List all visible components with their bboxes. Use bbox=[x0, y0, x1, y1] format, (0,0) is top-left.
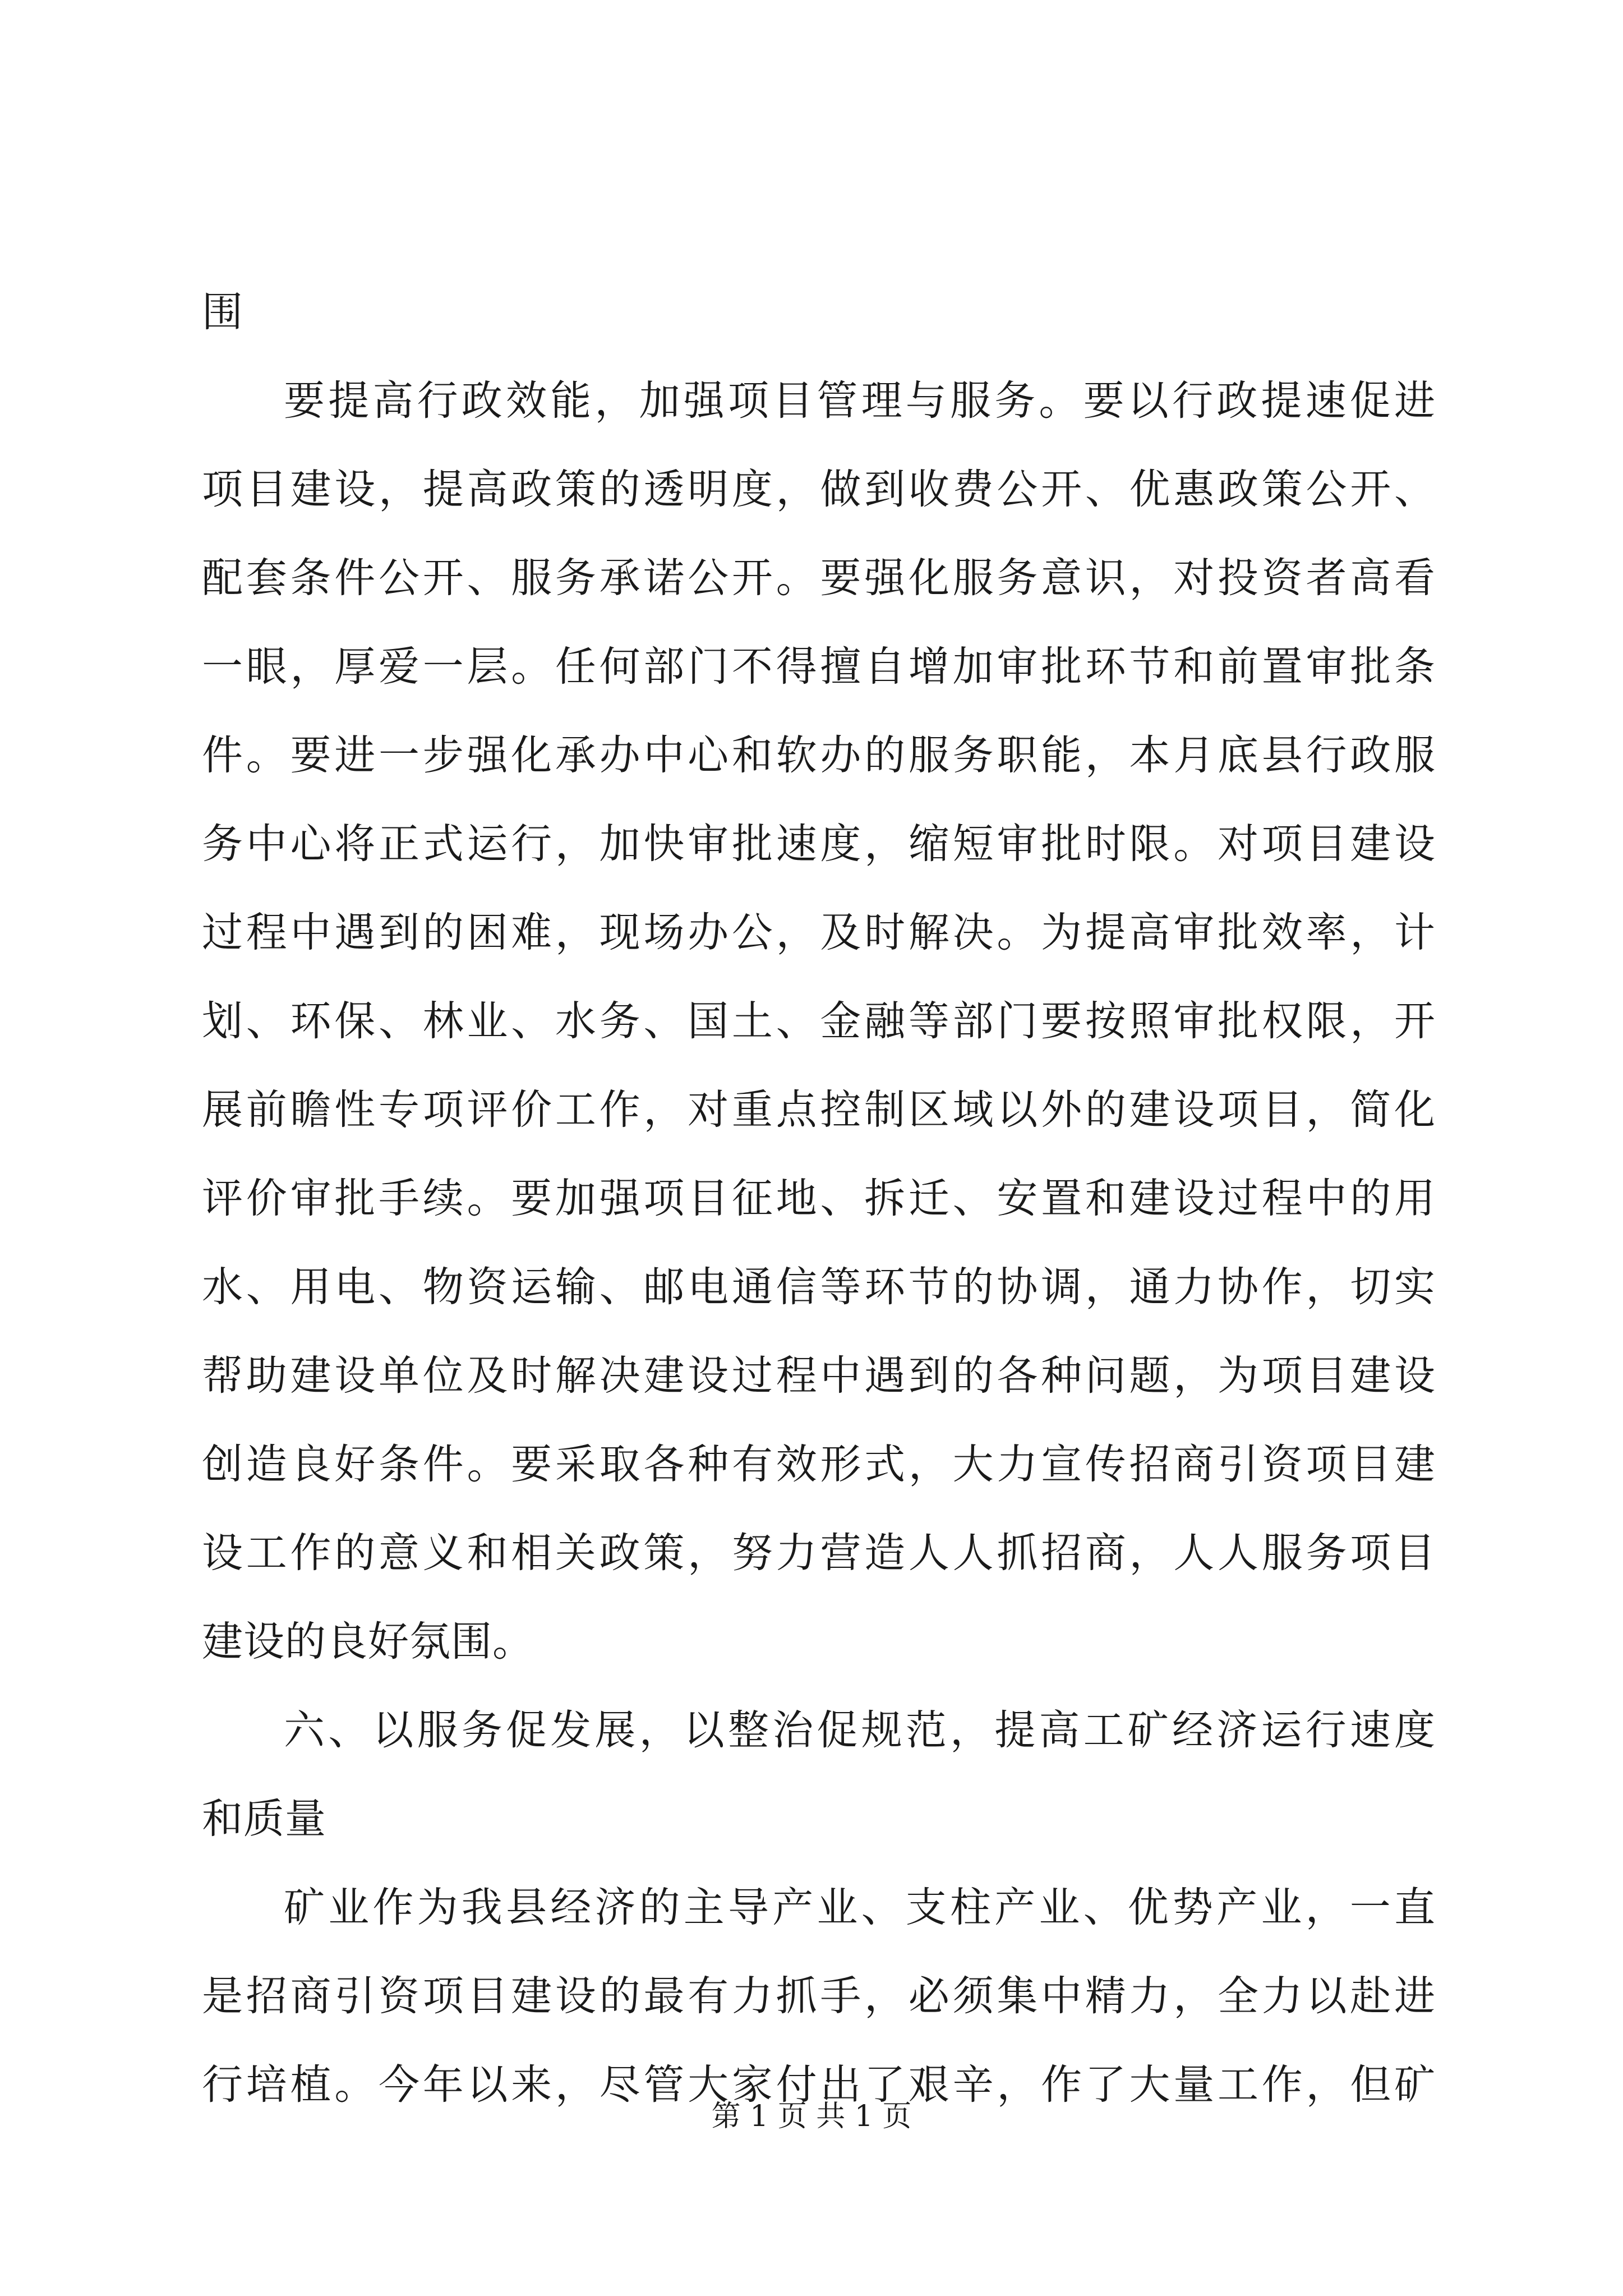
page-footer bbox=[0, 2092, 1623, 2134]
text-line: 件。要进一步强化承办中心和软办的服务职能，本月底县行政服 bbox=[202, 731, 1436, 779]
document-body bbox=[202, 288, 1436, 2153]
text-line: 一眼，厚爱一层。任何部门不得擅自增加审批环节和前置审批条 bbox=[202, 643, 1436, 691]
section-heading-line: 六、以服务促发展，以整治促规范，提高工矿经济运行速度 bbox=[284, 1706, 1436, 1754]
text-line: 围 bbox=[202, 288, 243, 336]
text-line: 建设的良好氛围。 bbox=[202, 1618, 534, 1665]
text-line: 行培植。今年以来，尽管大家付出了艰辛，作了大量工作，但矿 bbox=[202, 2061, 1436, 2109]
paragraph-start-line: 矿业作为我县经济的主导产业、支柱产业、优势产业，一直 bbox=[284, 1884, 1436, 1931]
paragraph-start-line: 要提高行政效能，加强项目管理与服务。要以行政提速促进 bbox=[284, 377, 1436, 425]
text-line: 展前瞻性专项评价工作，对重点控制区域以外的建设项目，简化 bbox=[202, 1086, 1436, 1134]
text-line: 划、环保、林业、水务、国土、金融等部门要按照审批权限，开 bbox=[202, 997, 1436, 1045]
text-line: 过程中遇到的困难，现场办公，及时解决。为提高审批效率，计 bbox=[202, 909, 1436, 956]
text-line: 务中心将正式运行，加快审批速度，缩短审批时限。对项目建设 bbox=[202, 820, 1436, 868]
text-line: 项目建设，提高政策的透明度，做到收费公开、优惠政策公开、 bbox=[202, 466, 1436, 513]
text-line: 水、用电、物资运输、邮电通信等环节的协调，通力协作，切实 bbox=[202, 1263, 1436, 1311]
text-line: 创造良好条件。要采取各种有效形式，大力宣传招商引资项目建 bbox=[202, 1441, 1436, 1488]
section-heading-line: 和质量 bbox=[202, 1795, 326, 1843]
text-line: 是招商引资项目建设的最有力抓手，必须集中精力，全力以赴进 bbox=[202, 1972, 1436, 2020]
text-line: 设工作的意义和相关政策，努力营造人人抓招商，人人服务项目 bbox=[202, 1529, 1436, 1577]
text-line: 评价审批手续。要加强项目征地、拆迁、安置和建设过程中的用 bbox=[202, 1175, 1436, 1222]
text-line: 帮助建设单位及时解决建设过程中遇到的各种问题，为项目建设 bbox=[202, 1352, 1436, 1400]
page-number-label: 第 1 页 共 1 页 bbox=[711, 2100, 912, 2133]
text-line: 配套条件公开、服务承诺公开。要强化服务意识，对投资者高看 bbox=[202, 554, 1436, 602]
